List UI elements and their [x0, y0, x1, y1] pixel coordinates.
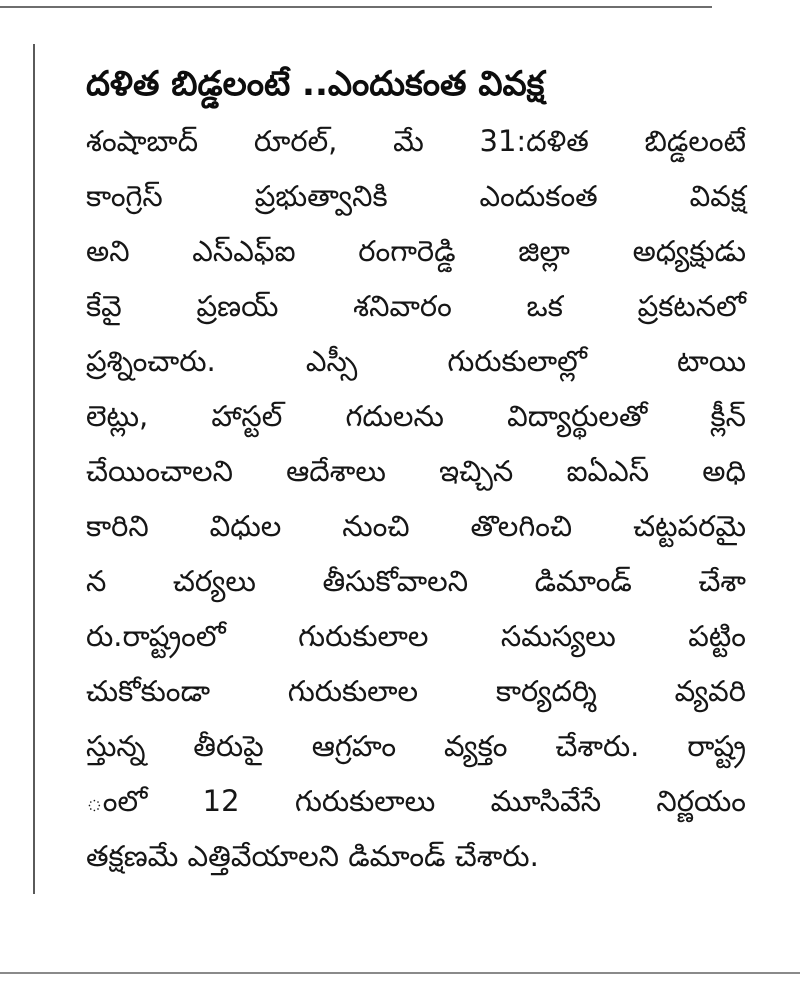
- body-line: రు.రాష్ట్రంలో గురుకులాల సమస్యలు పట్టిం: [86, 619, 746, 653]
- news-clipping-article: [86, 54, 746, 884]
- body-line: ప్రశ్నించారు. ఎస్సీ గురుకులాల్లో టాయి: [86, 344, 746, 378]
- body-line: స్తున్న తీరుపై ఆగ్రహం వ్యక్తం చేశారు. రాష్ట్ర: [86, 729, 746, 763]
- left-column-rule: [33, 44, 35, 894]
- body-line: న చర్యలు తీసుకోవాలని డిమాండ్ చేశా: [86, 564, 746, 598]
- body-line: కారిని విధుల నుంచి తొలగించి చట్టపరమై: [86, 509, 746, 543]
- body-line: ంలో 12 గురుకులాలు మూసివేసే నిర్ణయం: [86, 784, 746, 818]
- body-line: చుకోకుండా గురుకులాల కార్యదర్శి వ్యవరి: [86, 674, 746, 708]
- body-line: శంషాబాద్ రూరల్, మే 31:దళిత బిడ్డలంటే: [86, 124, 746, 158]
- article-body: [86, 114, 746, 884]
- body-line: చేయించాలని ఆదేశాలు ఇచ్చిన ఐఏఎస్ అధి: [86, 454, 746, 488]
- body-line: లెట్లు, హాస్టల్ గదులను విద్యార్థులతో క్లీన్: [86, 399, 746, 433]
- article-headline: దళిత బిడ్డలంటే ..ఎందుకంత వివక్ష: [86, 64, 545, 104]
- bottom-border-rule: [0, 972, 800, 974]
- body-line: కాంగ్రెస్ ప్రభుత్వానికి ఎందుకంత వివక్ష: [86, 179, 746, 213]
- body-line: అని ఎస్ఎఫ్ఐ రంగారెడ్డి జిల్లా అధ్యక్షుడు: [86, 234, 746, 268]
- body-line: తక్షణమే ఎత్తివేయాలని డిమాండ్ చేశారు.: [86, 839, 539, 873]
- body-line: కేవై ప్రణయ్ శనివారం ఒక ప్రకటనలో: [86, 289, 746, 323]
- top-border-rule: [0, 6, 712, 8]
